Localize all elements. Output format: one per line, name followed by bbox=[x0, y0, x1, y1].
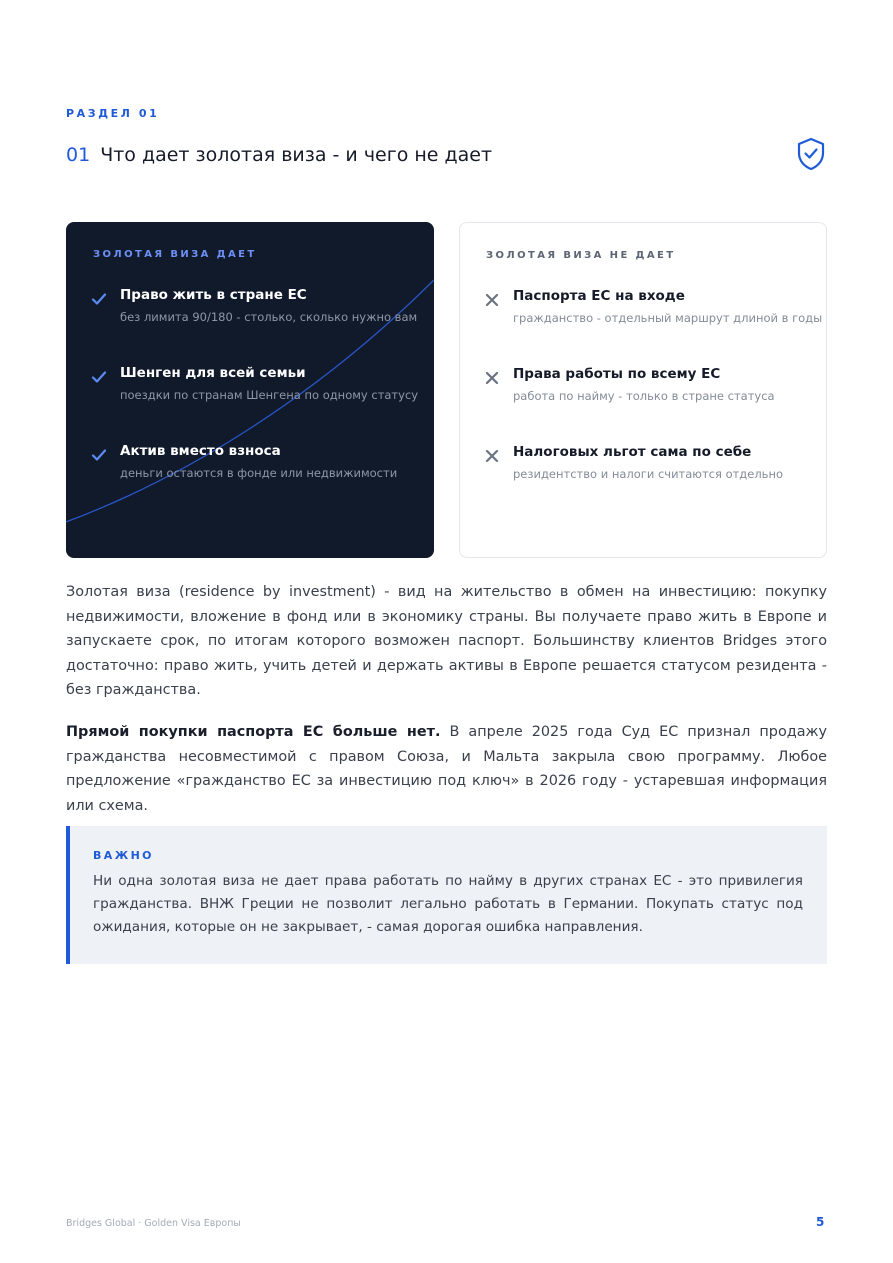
page-number: 5 bbox=[816, 1215, 825, 1229]
shield-check-icon bbox=[795, 137, 827, 171]
body-paragraph-intro: Золотая виза (residence by investment) - вид на жительство в обмен на инвестицию: покупку недвижимости, вложение в фонд или в экономику страны. Вы получаете право жить в Европе и запускаете срок, по итогам которого возможен паспорт. Большинству клиентов Bridges этого достаточно: право жить, учить детей и держать активы в Европе решается статусом резидента - без гражданства. bbox=[66, 584, 827, 699]
not-gives-card-title: ЗОЛОТАЯ ВИЗА НЕ ДАЕТ bbox=[486, 250, 676, 261]
section-number: 01 bbox=[66, 144, 91, 166]
gives-item-title: Шенген для всей семьи bbox=[120, 365, 306, 381]
gives-card bbox=[66, 222, 434, 558]
gives-item-sub: без лимита 90/180 - столько, сколько нужно вам bbox=[120, 310, 418, 324]
cross-icon bbox=[484, 370, 500, 386]
section-title bbox=[66, 144, 492, 166]
cross-icon bbox=[484, 292, 500, 308]
callout-text: Ни одна золотая виза не дает права работать по найму в других странах ЕС - это привилегия гражданства. ВНЖ Греции не позволит легально работать в Германии. Покупать статус под ожидания, которые он не закрывает, - самая дорогая ошибка направления. bbox=[93, 873, 803, 935]
callout-label: ВАЖНО bbox=[93, 849, 154, 862]
body-paragraph-rest: В апреле 2025 года Суд ЕС признал продажу гражданства несовместимой с правом Союза, и Мальта закрыла свою программу. Любое предложение «гражданство ЕС за инвестицию под ключ» в 2026 году - устаревшая информация или схема. bbox=[66, 724, 827, 814]
gives-item-title: Актив вместо взноса bbox=[120, 443, 281, 459]
section-title-text: Что дает золотая виза - и чего не дает bbox=[100, 144, 493, 166]
body-paragraph-lead: Прямой покупки паспорта ЕС больше нет. bbox=[66, 724, 441, 740]
not-gives-item-sub: резидентство и налоги считаются отдельно bbox=[513, 467, 784, 481]
gives-item-sub: поездки по странам Шенгена по одному статусу bbox=[120, 388, 419, 402]
important-callout bbox=[66, 826, 827, 964]
gives-item-title: Право жить в стране ЕС bbox=[120, 287, 307, 303]
check-icon bbox=[91, 447, 107, 463]
gives-item-sub: деньги остаются в фонде или недвижимости bbox=[120, 466, 398, 480]
not-gives-item-title: Паспорта ЕС на входе bbox=[513, 288, 685, 304]
gives-card-title: ЗОЛОТАЯ ВИЗА ДАЕТ bbox=[93, 249, 257, 260]
cross-icon bbox=[484, 448, 500, 464]
check-icon bbox=[91, 369, 107, 385]
not-gives-card bbox=[459, 222, 827, 558]
not-gives-item-title: Права работы по всему ЕС bbox=[513, 366, 721, 382]
not-gives-item-sub: работа по найму - только в стране статуса bbox=[513, 389, 775, 403]
check-icon bbox=[91, 291, 107, 307]
not-gives-item-sub: гражданство - отдельный маршрут длиной в годы bbox=[513, 311, 823, 325]
body-paragraph-citizenship bbox=[66, 720, 827, 818]
section-label: РАЗДЕЛ 01 bbox=[66, 107, 160, 120]
footer-caption: Bridges Global · Golden Visa Европы bbox=[66, 1218, 241, 1229]
not-gives-item-title: Налоговых льгот сама по себе bbox=[513, 444, 752, 460]
